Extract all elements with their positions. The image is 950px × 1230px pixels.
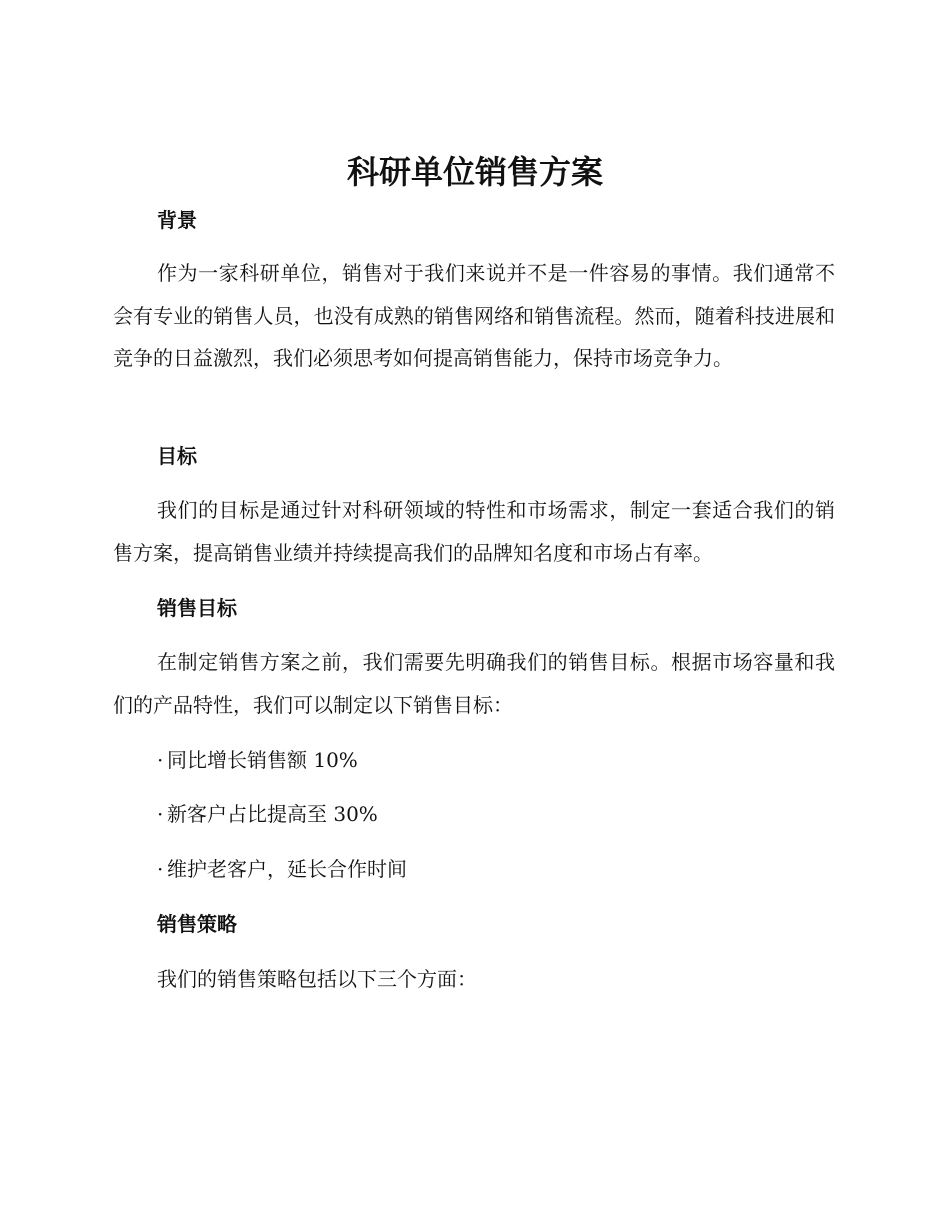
paragraph-sales-strategy: 我们的销售策略包括以下三个方面： — [157, 967, 477, 991]
list-item-text: 新客户占比提高至 30% — [167, 802, 378, 826]
bullet-icon: · — [157, 857, 164, 881]
paragraph-sales-targets: 在制定销售方案之前，我们需要先明确我们的销售目标。根据市场容量和我们的产品特性，我们可以制定以下销售目标： — [113, 650, 835, 717]
paragraph-goal: 我们的目标是通过针对科研领域的特性和市场需求，制定一套适合我们的销售方案，提高销售业绩并持续提高我们的品牌知名度和市场占有率。 — [113, 498, 835, 565]
list-item-text: 同比增长销售额 10% — [167, 748, 358, 772]
document-title: 科研单位销售方案 — [346, 153, 603, 191]
list-item — [157, 746, 358, 774]
section-heading-sales-strategy: 销售策略 — [157, 912, 237, 936]
list-item-text: 维护老客户，延长合作时间 — [167, 857, 407, 881]
paragraph-background: 作为一家科研单位，销售对于我们来说并不是一件容易的事情。我们通常不会有专业的销售人员，也没有成熟的销售网络和销售流程。然而，随着科技进展和竞争的日益激烈，我们必须思考如何提高销售能力，保持市场竞争力。 — [113, 261, 835, 370]
section-heading-goal: 目标 — [157, 444, 197, 468]
section-heading-background: 背景 — [157, 208, 197, 232]
list-item — [157, 855, 407, 883]
bullet-icon: · — [157, 748, 164, 772]
section-heading-sales-targets: 销售目标 — [157, 596, 237, 620]
bullet-icon: · — [157, 802, 164, 826]
list-item — [157, 800, 378, 828]
